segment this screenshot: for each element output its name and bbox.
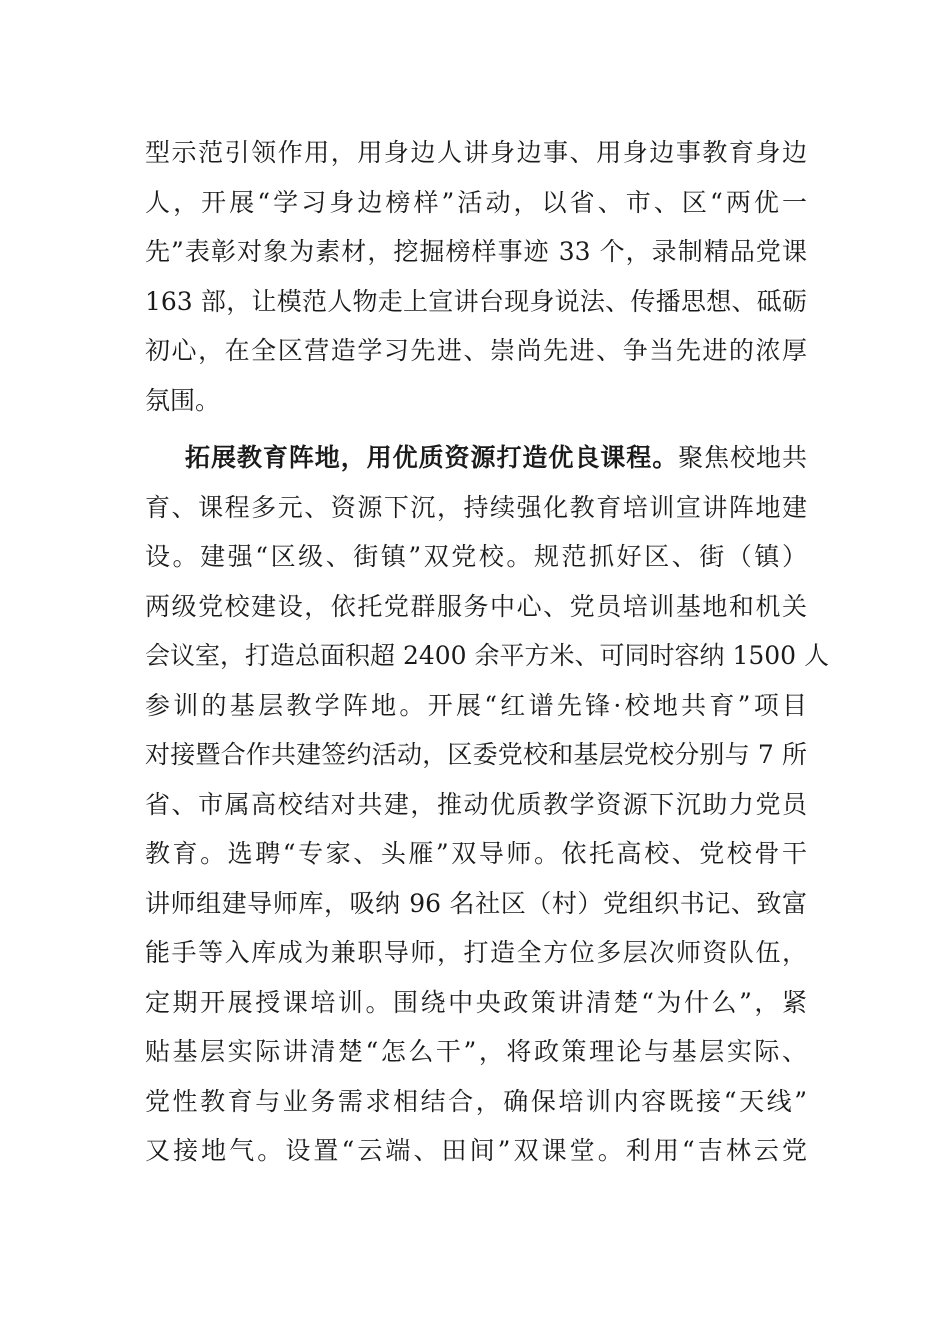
text-line: 参训的基层教学阵地。开展“红谱先锋·校地共育”项目: [145, 690, 807, 720]
text-line: 氛围。: [145, 385, 221, 415]
text-line: 初心，在全区营造学习先进、崇尚先进、争当先进的浓厚: [145, 336, 807, 365]
paragraph-1: [145, 128, 807, 425]
text-line: 型示范引领作用，用身边人讲身边事、用身边事教育身边: [145, 138, 807, 167]
text-line: 两级党校建设，依托党群服务中心、党员培训基地和机关: [145, 591, 807, 621]
text-line: 育、课程多元、资源下沉，持续强化教育培训宣讲阵地建: [145, 492, 807, 522]
text-line: 党性教育与业务需求相结合，确保培训内容既接“天线”: [145, 1086, 807, 1116]
paragraph-spacer: [145, 425, 807, 433]
text-line: 设。建强“区级、街镇”双党校。规范抓好区、街（镇）: [145, 542, 807, 571]
text-line: 会议室，打造总面积超 2400 余平方米、可同时容纳 1500 人: [145, 641, 830, 670]
paragraph-2: [145, 433, 830, 1176]
text-line: 又接地气。设置“云端、田间”双课堂。利用“吉林云党: [145, 1136, 807, 1165]
text-line: 人，开展“学习身边榜样”活动，以省、市、区“两优一: [145, 187, 807, 217]
text-line: 能手等入库成为兼职导师，打造全方位多层次师资队伍，: [145, 938, 807, 967]
text-line: 定期开展授课培训。围绕中央政策讲清楚“为什么”，紧: [145, 987, 807, 1017]
paragraph-heading: 拓展教育阵地，用优质资源打造优良课程。: [185, 443, 679, 472]
text-line: 教育。选聘“专家、头雁”双导师。依托高校、党校骨干: [145, 839, 807, 868]
body-text: [145, 128, 830, 1176]
text-line: 先”表彰对象为素材，挖掘榜样事迹 33 个，录制精品党课: [145, 237, 807, 266]
text-line: 贴基层实际讲清楚“怎么干”，将政策理论与基层实际、: [145, 1037, 807, 1066]
text-line: 讲师组建导师库，吸纳 96 名社区（村）党组织书记、致富: [145, 888, 807, 918]
text-line: 对接暨合作共建签约活动，区委党校和基层党校分别与 7 所: [145, 740, 807, 769]
text-line: 省、市属高校结对共建，推动优质教学资源下沉助力党员: [145, 789, 807, 819]
text-line: 163 部，让模范人物走上宣讲台现身说法、传播思想、砥砺: [145, 286, 807, 316]
paragraph-first-line: [145, 433, 807, 483]
text-run: 聚焦校地共: [678, 443, 807, 472]
